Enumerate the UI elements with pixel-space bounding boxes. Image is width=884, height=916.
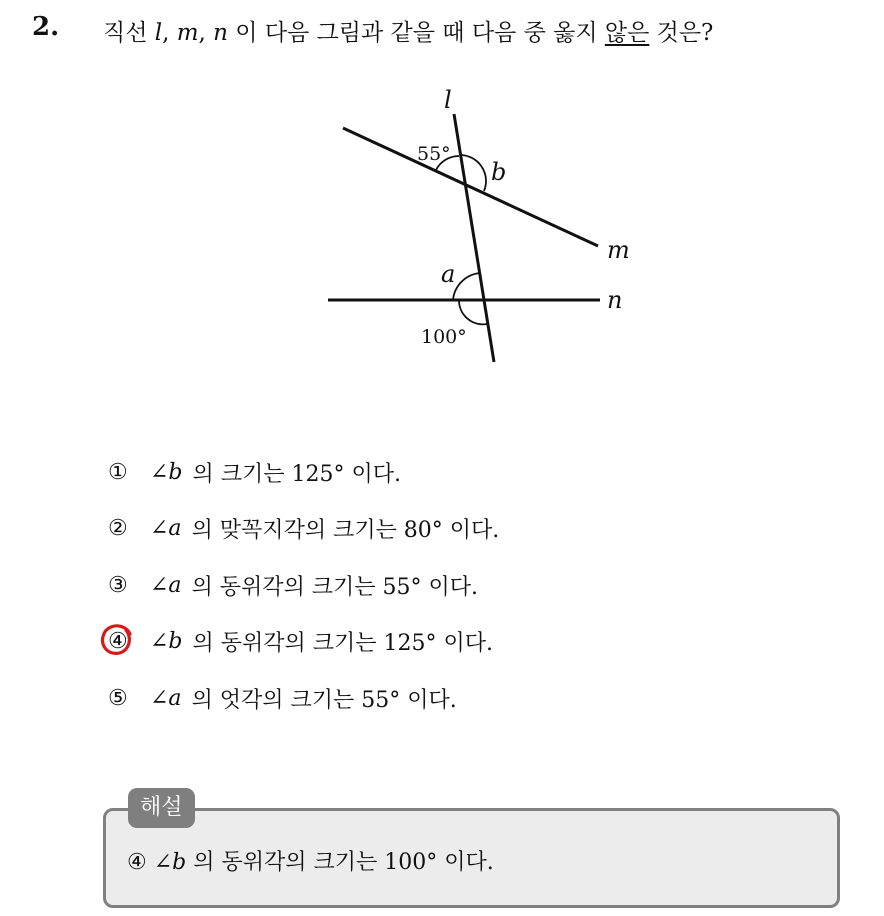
choice-number: ① bbox=[108, 459, 128, 485]
choice-5[interactable] bbox=[108, 670, 499, 727]
solution-number: ④ bbox=[127, 850, 147, 875]
var-m: m bbox=[176, 20, 199, 46]
label-angle-55: 55° bbox=[417, 143, 451, 165]
choice-number-text: ④ bbox=[108, 629, 128, 655]
question-text bbox=[103, 14, 713, 47]
choice-number: ② bbox=[108, 516, 128, 542]
var-n: n bbox=[213, 20, 228, 46]
var-l: l bbox=[154, 20, 163, 46]
choice-number: ⑤ bbox=[108, 685, 128, 711]
angle-symbol: ∠b bbox=[150, 629, 183, 655]
arc-a bbox=[453, 273, 480, 300]
sep-2: , bbox=[198, 20, 214, 46]
question-prefix: 직선 bbox=[103, 20, 155, 46]
line-diagram bbox=[300, 80, 660, 380]
angle-symbol: ∠a bbox=[150, 516, 182, 542]
solution-tag: 해설 bbox=[128, 788, 195, 828]
label-m: m bbox=[607, 236, 630, 264]
choice-text: 의 맞꼭지각의 크기는 80° 이다. bbox=[191, 518, 500, 544]
choice-4[interactable] bbox=[108, 614, 499, 671]
line-l bbox=[454, 114, 494, 362]
arc-100 bbox=[459, 300, 487, 324]
question-number: 2. bbox=[32, 12, 60, 42]
solution-text bbox=[127, 845, 494, 876]
solution-angle: ∠b bbox=[153, 850, 187, 875]
choice-text: 의 크기는 125° 이다. bbox=[192, 461, 402, 487]
choice-2[interactable] bbox=[108, 501, 499, 558]
label-n: n bbox=[607, 286, 623, 314]
choice-3[interactable] bbox=[108, 557, 499, 614]
label-angle-b: b bbox=[491, 158, 507, 186]
angle-symbol: ∠b bbox=[150, 459, 183, 485]
answer-choices bbox=[108, 444, 499, 727]
choice-text: 의 동위각의 크기는 55° 이다. bbox=[191, 574, 479, 600]
angle-symbol: ∠a bbox=[150, 572, 182, 598]
choice-text: 의 동위각의 크기는 125° 이다. bbox=[192, 631, 494, 657]
line-m bbox=[343, 128, 598, 246]
choice-text: 의 엇각의 크기는 55° 이다. bbox=[191, 687, 457, 713]
question-middle: 이 다음 그림과 같을 때 다음 중 옳지 bbox=[228, 20, 605, 46]
choice-1[interactable] bbox=[108, 444, 499, 501]
choice-number bbox=[108, 629, 150, 654]
angle-symbol: ∠a bbox=[150, 685, 182, 711]
label-angle-a: a bbox=[441, 260, 456, 288]
question-underlined: 않은 bbox=[604, 20, 650, 46]
question-suffix: 것은? bbox=[649, 20, 714, 46]
choice-number: ③ bbox=[108, 572, 128, 598]
solution-body: 의 동위각의 크기는 100° 이다. bbox=[193, 850, 494, 875]
sep-1: , bbox=[162, 20, 177, 46]
label-angle-100: 100° bbox=[421, 326, 467, 348]
label-l: l bbox=[444, 86, 452, 114]
